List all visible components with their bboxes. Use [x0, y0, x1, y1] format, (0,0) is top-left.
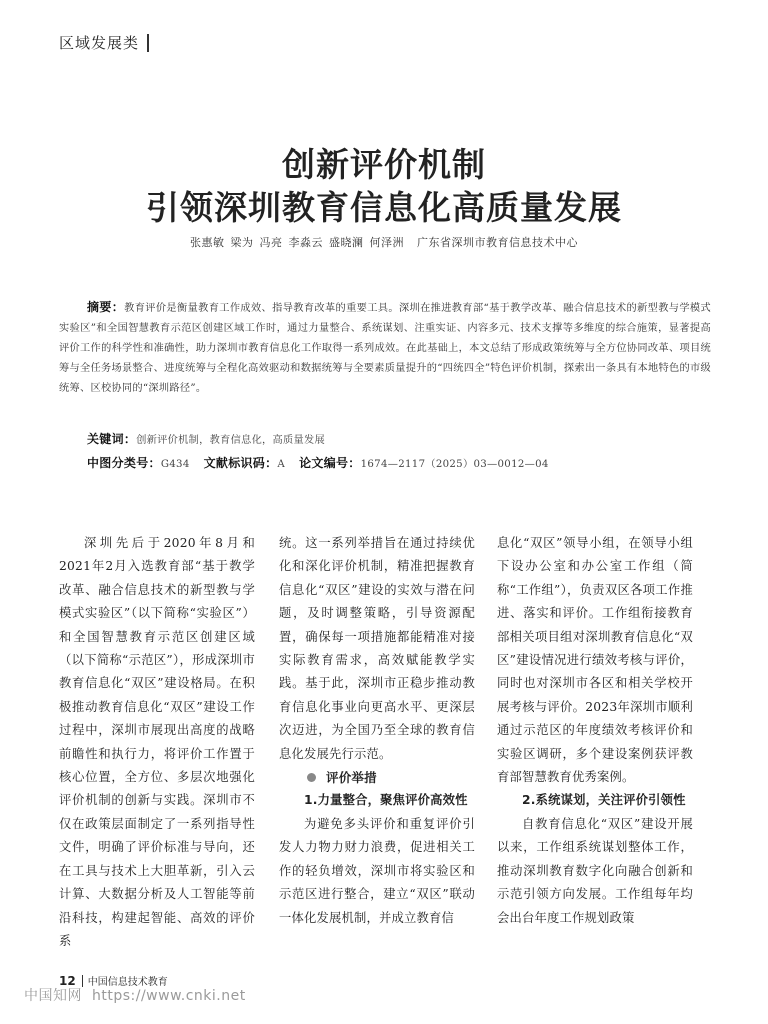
author: 梁为: [230, 236, 254, 249]
article-title: [0, 143, 768, 229]
journal-name: 中国信息技术教育: [87, 977, 168, 988]
author: 盛晓澜: [329, 236, 364, 249]
article-number-label: 论文编号：: [299, 456, 361, 470]
bullet-icon: [307, 773, 316, 782]
paragraph: 自教育信息化“双区”建设开展以来，工作组系统谋划整体工作，推动深圳教育数字化向融合创新和示范引领方向发展。工作组每年均会出台年度工作规划政策: [497, 816, 693, 925]
title-line-1: 创新评价机制: [282, 145, 486, 184]
keywords-text: 创新评价机制，教育信息化，高质量发展: [136, 435, 325, 446]
paragraph: 息化“双区”领导小组，在领导小组下设办公室和办公室工作组（简称“工作组”），负责双区各项工作推进、落实和评价。工作组衔接教育部相关项目组对深圳教育信息化“双区”建设情况进行绩效考核与评价，同时也对深圳市各区和相关学校开展考核与评价。2023年深圳市顺利通过示范区的年度绩效考核评价和实验区调研，多个建设案例获评教育部智慧教育优秀案例。: [497, 536, 693, 785]
section-heading: [279, 766, 475, 789]
abstract-label: 摘要：: [87, 300, 125, 314]
keywords: [87, 430, 325, 447]
affiliation: 广东省深圳市教育信息技术中心: [417, 236, 578, 249]
section-heading-text: 评价举措: [326, 770, 377, 786]
paragraph: 为避免多头评价和重复评价引发人力物力财力浪费，促进相关工作的轻负增效，深圳市将实验区和示范区进行整合，建立“双区”联动一体化发展机制，并成立教育信: [279, 816, 475, 925]
clc-label: 中图分类号：: [87, 456, 161, 470]
paragraph: 统。这一系列举措旨在通过持续优化和深化评价机制，精准把握教育信息化“双区”建设的实效与潜在问题，及时调整策略，引导资源配置，确保每一项措施都能精准对接实际教育需求，高效赋能教学实践。基于此，深圳市正稳步推动教育信息化事业向更高水平、更深层次迈进，为全国乃至全球的教育信息化发展先行示范。: [279, 536, 475, 761]
watermark: [24, 985, 246, 1005]
author: 冯亮: [259, 236, 283, 249]
watermark-brand: 中国知网: [24, 988, 82, 1004]
author-line: [0, 234, 768, 250]
clc-value: G434: [160, 459, 190, 470]
subsection-heading: 1.力量整合，聚焦评价高效性: [304, 793, 468, 808]
section-tag: 区域发展类: [59, 34, 149, 52]
article-number-value: 1674—2117（2025）03—0012—04: [360, 459, 549, 470]
keywords-label: 关键词：: [87, 432, 137, 446]
author: 何泽洲: [369, 236, 404, 249]
body-column-3: [497, 532, 693, 930]
subsection-heading: 2.系统谋划，关注评价引领性: [522, 793, 686, 808]
body-column-2: [279, 532, 475, 930]
author: 张惠敏: [190, 236, 225, 249]
body-column-1: [59, 532, 255, 953]
paragraph: 深圳先后于2020年8月和2021年2月入选教育部“基于教学改革、融合信息技术的新型教与学模式实验区”（以下简称“实验区”）和全国智慧教育示范区创建区域（以下简称“示范区”），形成深圳市教育信息化“双区”建设格局。在积极推动教育信息化“双区”建设工作过程中，深圳市展现出高度的战略前瞻性和执行力，将评价工作置于核心位置，全方位、多层次地强化评价机制的创新与实践。深圳市不仅在政策层面制定了一系列指导性文件，明确了评价标准与导向，还在工具与技术上大胆革新，引入云计算、大数据分析及人工智能等前沿科技，构建起智能、高效的评价系: [59, 536, 255, 948]
abstract: [59, 297, 711, 399]
author: 李淼云: [288, 236, 323, 249]
classification-line: [87, 454, 549, 471]
abstract-text: 教育评价是衡量教育工作成效、指导教育改革的重要工具。深圳在推进教育部“基于教学改革、融合信息技术的新型教与学模式实验区”和全国智慧教育示范区创建区域工作时，通过力量整合、系统谋划、注重实证、内容多元、技术支撑等多维度的综合施策，显著提高评价工作的科学性和准确性，助力深圳市教育信息化工作取得一系列成效。在此基础上，本文总结了形成政策统筹与全方位协同改革、项目统筹与全任务场景整合、进度统筹与全程化高效驱动和数据统筹与全要素质量提升的“四统四全”特色评价机制，探索出一条具有本地特色的市级统筹、区校协同的“深圳路径”。: [59, 303, 711, 394]
watermark-url: https://www.cnki.net: [92, 988, 246, 1004]
doc-code-label: 文献标识码：: [203, 456, 278, 470]
doc-code-value: A: [277, 459, 286, 470]
title-line-2: 引领深圳教育信息化高质量发展: [146, 188, 622, 227]
page-number: 12: [59, 974, 76, 988]
